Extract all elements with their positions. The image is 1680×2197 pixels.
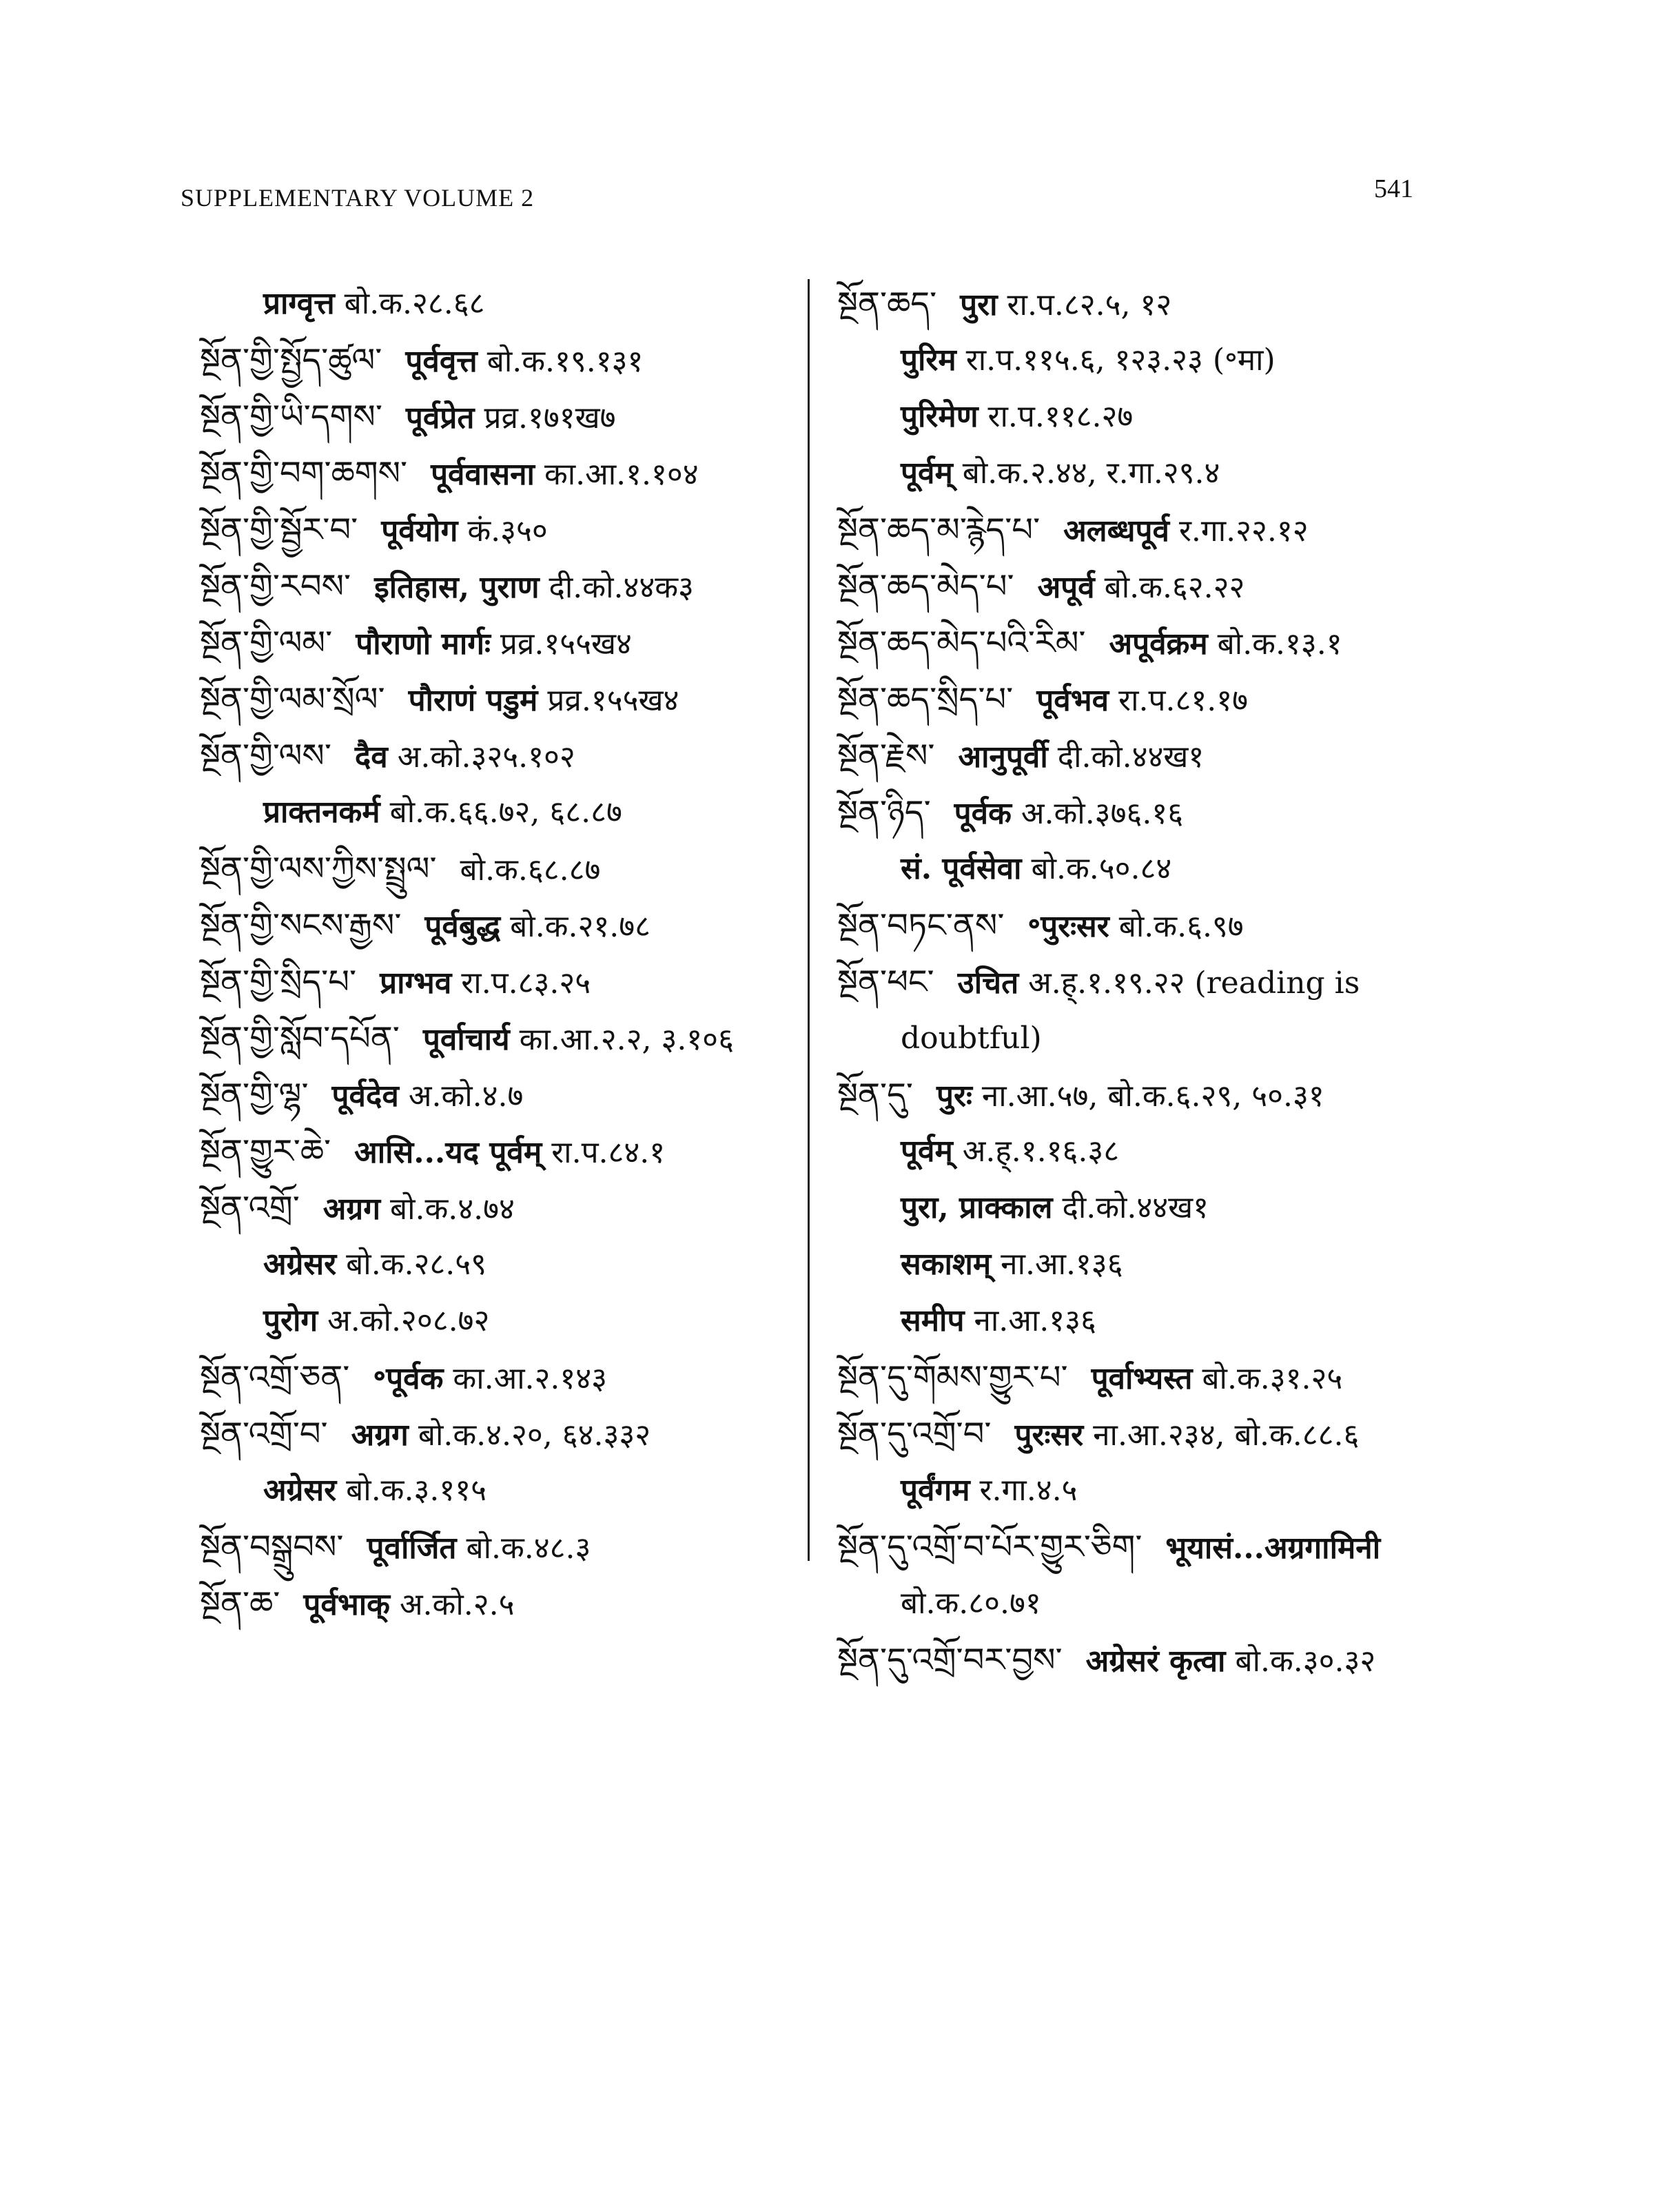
source-reference: दी.को.४४ख१ [1057, 739, 1205, 775]
source-reference: बो.क.६६.७२, ६८.८७ [389, 795, 622, 830]
source-reference: बो.क.४.७४ [390, 1192, 515, 1227]
sanskrit-term: पूर्वभव [1036, 683, 1109, 718]
dictionary-entry [837, 897, 1444, 954]
source-reference: बो.क.६.९७ [1118, 909, 1244, 944]
sanskrit-term: भूयासं...अग्रगामिनी [1165, 1531, 1381, 1566]
sanskrit-term: पुरा, प्राक्काल [901, 1190, 1053, 1225]
tibetan-headword: སྔོན་དུ་འགྲོ་བར་བྱས་ [837, 1641, 1063, 1679]
sanskrit-term: पुरिम [901, 343, 956, 378]
sanskrit-term: सकाशम् [901, 1247, 992, 1282]
sanskrit-term: पूर्ववासना [431, 457, 535, 492]
dictionary-entry [200, 897, 834, 954]
sanskrit-term: सं. पूर्वसेवा [901, 851, 1022, 886]
dictionary-entry [200, 1123, 834, 1180]
source-reference: बो.क.६२.२२ [1104, 570, 1245, 605]
tibetan-headword: སྔོན་གྱི་ལས་ [200, 737, 331, 775]
source-reference: doubtful) [901, 1021, 1042, 1056]
sanskrit-term: इतिहास, पुराण [374, 570, 540, 605]
source-reference: बो.क.८०.७१ [901, 1586, 1041, 1621]
sanskrit-term: अग्रग [322, 1192, 380, 1227]
tibetan-headword: སྔོན་གྱི་ལས་ཀྱིས་སྤྲུལ་ [200, 850, 437, 888]
sanskrit-term: पूर्वंगम [901, 1473, 970, 1508]
page-number: 541 [1374, 174, 1413, 203]
sanskrit-term: पुरा [960, 287, 998, 323]
sanskrit-term: पौराणं पडुमं [408, 683, 538, 718]
dictionary-entry [200, 728, 834, 784]
dictionary-entry [200, 1293, 834, 1349]
tibetan-headword: སྔོན་གྱི་སངས་རྒྱས་ [200, 906, 402, 945]
sanskrit-term: अपूर्वक्रम [1109, 626, 1208, 662]
dictionary-entry [837, 1010, 1444, 1067]
tibetan-headword: སྔོན་གྱི་བག་ཆགས་ [200, 454, 408, 493]
sanskrit-term: दैव [354, 739, 388, 775]
sanskrit-term: अग्रेसर [263, 1247, 337, 1282]
sanskrit-term: आसि...यद पूर्वम् [354, 1135, 542, 1170]
sanskrit-term: अपूर्व [1037, 570, 1095, 605]
source-reference: ना.आ.१३६ [974, 1303, 1096, 1338]
sanskrit-term: अग्रग [351, 1418, 409, 1453]
source-reference: ना.आ.२३४, बो.क.८८.६ [1093, 1418, 1360, 1453]
sanskrit-term: आनुपूर्वी [958, 739, 1048, 775]
dictionary-entry [837, 784, 1444, 841]
source-reference: बो.क.१३.१ [1217, 626, 1342, 662]
sanskrit-term: प्राग्वृत्त [263, 286, 335, 321]
tibetan-headword: སྔོན་ཆ་ [200, 1584, 280, 1623]
right-column [837, 276, 1444, 1688]
dictionary-entry [200, 671, 834, 728]
tibetan-headword: སྔོན་ཆད་སྲིད་པ་ [837, 680, 1014, 719]
source-reference: बो.क.२८.५९ [346, 1247, 486, 1282]
tibetan-headword: སྔོན་བསྒྲུབས་ [200, 1528, 344, 1566]
source-reference: र.गा.२२.१२ [1178, 513, 1309, 549]
tibetan-headword: སྔོན་འགྲོ་ཅན་ [200, 1358, 350, 1397]
dictionary-entry [200, 615, 834, 671]
sanskrit-term: प्राग्भव [380, 965, 452, 1001]
source-reference: रा.प.८२.५, १२ [1007, 287, 1172, 323]
dictionary-entry [837, 445, 1444, 502]
source-reference: अ.ह्.१.१६.३८ [962, 1134, 1120, 1169]
sanskrit-term: पूर्वयोग [381, 513, 458, 549]
source-reference: रा.प.११८.२७ [987, 399, 1134, 434]
dictionary-entry [837, 276, 1444, 332]
tibetan-headword: སྔོན་ཆད་མེད་པའི་རིམ་ [837, 624, 1086, 662]
source-reference: अ.को.४.७ [408, 1079, 524, 1114]
source-reference: प्रव्र.१५५ख४ [547, 683, 679, 718]
tibetan-headword: སྔོན་གྱི་ལམ་ [200, 624, 333, 662]
source-reference: बो.क.२.४४, र.गा.२९.४ [962, 456, 1220, 491]
source-reference: दी.को.४४क३ [549, 570, 694, 605]
source-reference: का.आ.२.२, ३.१०६ [519, 1022, 734, 1057]
dictionary-entry [200, 1519, 834, 1575]
sanskrit-term: पूर्वाचार्य [422, 1022, 510, 1057]
dictionary-entry [200, 1349, 834, 1406]
dictionary-entry [200, 784, 834, 841]
dictionary-entry [837, 389, 1444, 445]
sanskrit-term: पूर्ववृत्त [405, 344, 478, 379]
source-reference: अ.को.२.५ [399, 1587, 515, 1622]
dictionary-entry [837, 1180, 1444, 1236]
tibetan-headword: སྔོན་ཕང་ [837, 963, 934, 1001]
source-reference: बो.क.३१.२५ [1202, 1361, 1343, 1396]
source-reference: ना.आ.५७, बो.क.६.२९, ५०.३१ [981, 1079, 1324, 1114]
source-reference: रा.प.८१.१७ [1118, 683, 1248, 718]
sanskrit-term: पूर्वप्रेत [405, 400, 475, 436]
sanskrit-term: पूर्वभाक् [303, 1587, 390, 1622]
source-reference: बो.क.६८.८७ [460, 852, 601, 888]
dictionary-entry [837, 1349, 1444, 1406]
sanskrit-term: पूर्वबुद्ध [424, 909, 501, 944]
sanskrit-term: पुरः [936, 1079, 972, 1114]
source-reference: रा.प.११५.६, १२३.२३ (॰मा) [965, 343, 1276, 378]
tibetan-headword: སྔོན་དུ་གོམས་གྱུར་པ་ [837, 1358, 1068, 1397]
sanskrit-term: पूर्वदेव [331, 1079, 399, 1114]
source-reference: ना.आ.१३६ [1001, 1247, 1123, 1282]
source-reference: दी.को.४४ख१ [1062, 1190, 1209, 1225]
dictionary-entry [837, 1236, 1444, 1293]
sanskrit-term: अग्रेसर [263, 1473, 337, 1508]
source-reference: बो.क.२८.६८ [344, 286, 485, 321]
dictionary-entry [837, 1462, 1444, 1519]
dictionary-entry [200, 558, 834, 615]
source-reference: बो.क.४८.३ [466, 1531, 591, 1566]
tibetan-headword: སྔོན་ཆད་མ་རྙེད་པ་ [837, 511, 1041, 549]
column-divider [808, 279, 810, 1561]
tibetan-headword: སྔོན་གྱི་སྲིད་པ་ [200, 963, 357, 1001]
dictionary-entry [200, 1180, 834, 1236]
source-reference: बो.क.१९.१३१ [486, 344, 644, 379]
sanskrit-term: पौराणो मार्गः [356, 626, 491, 662]
dictionary-entry [837, 954, 1444, 1010]
tibetan-headword: སྔོན་འགྲོ་བ་ [200, 1415, 328, 1453]
sanskrit-term: पूर्वम् [901, 1134, 953, 1169]
source-reference: बो.क.२१.७८ [510, 909, 651, 944]
sanskrit-term: अग्रेसरं कृत्वा [1085, 1644, 1226, 1679]
dictionary-entry [200, 332, 834, 389]
source-reference: प्रव्र.१५५ख४ [500, 626, 632, 662]
sanskrit-term: ॰पूर्वक [373, 1361, 444, 1396]
sanskrit-term: उचित [957, 965, 1019, 1001]
dictionary-entry [200, 841, 834, 897]
sanskrit-term: पूर्वाभ्यस्त [1091, 1361, 1193, 1396]
source-reference: अ.को.२०८.७२ [327, 1303, 490, 1338]
tibetan-headword: སྔོན་བཏང་ནས་ [837, 906, 1005, 945]
dictionary-entry [837, 615, 1444, 671]
tibetan-headword: སྔོན་གྱི་ལམ་སྲོལ་ [200, 680, 385, 719]
sanskrit-term: समीप [901, 1303, 965, 1338]
source-reference: कं.३५० [467, 513, 548, 549]
tibetan-headword: སྔོན་གྱི་སློབ་དཔོན་ [200, 1019, 400, 1058]
tibetan-headword: སྔོན་གྱུར་ཆེ་ [200, 1132, 331, 1171]
tibetan-headword: སྔོན་རྗེས་ [837, 737, 935, 775]
left-column [200, 276, 834, 1632]
dictionary-entry [837, 1575, 1444, 1632]
dictionary-entry [837, 671, 1444, 728]
dictionary-entry [837, 1067, 1444, 1123]
dictionary-entry [837, 841, 1444, 897]
tibetan-headword: སྔོན་གྱི་ལྷ་ [200, 1076, 309, 1114]
dictionary-entry [200, 1462, 834, 1519]
tibetan-headword: སྔོན་གྱི་སྦྱོར་བ་ [200, 511, 358, 549]
dictionary-entry [200, 1236, 834, 1293]
running-title: SUPPLEMENTARY VOLUME 2 [181, 184, 535, 212]
source-reference: रा.प.८३.२५ [461, 965, 591, 1001]
tibetan-headword: སྔོན་གྱི་སྤྱོད་ཚུལ་ [200, 341, 382, 380]
source-reference: रा.प.८४.१ [551, 1135, 666, 1170]
dictionary-entry [837, 1519, 1444, 1575]
source-reference: बो.क.५०.८४ [1031, 851, 1172, 886]
dictionary-entry [837, 728, 1444, 784]
dictionary-entry [200, 502, 834, 558]
source-reference: र.गा.४.५ [979, 1473, 1078, 1508]
tibetan-headword: སྔོན་གྱི་རབས་ [200, 567, 351, 606]
tibetan-headword: སྔོན་ཉིད་ [837, 793, 931, 832]
dictionary-entry [837, 1406, 1444, 1462]
tibetan-headword: སྔོན་དུ་འགྲོ་བ་ [837, 1415, 992, 1453]
sanskrit-term: अलब्धपूर्व [1063, 513, 1169, 549]
tibetan-headword: སྔོན་དུ་ [837, 1076, 913, 1114]
source-reference: प्रव्र.१७१ख७ [484, 400, 616, 436]
sanskrit-term: पूर्वार्जित [367, 1531, 457, 1566]
dictionary-entry [837, 332, 1444, 389]
dictionary-entry [200, 445, 834, 502]
source-reference: का.आ.१.१०४ [544, 457, 699, 492]
sanskrit-term: पुरःसर [1014, 1418, 1084, 1453]
dictionary-entry [837, 1123, 1444, 1180]
source-reference: अ.ह्.१.१९.२२ (reading is [1028, 965, 1360, 1001]
sanskrit-term: पूर्वम् [901, 456, 953, 491]
dictionary-entry [200, 1575, 834, 1632]
dictionary-entry [200, 1067, 834, 1123]
sanskrit-term: पूर्वक [954, 796, 1012, 831]
dictionary-entry [200, 1406, 834, 1462]
dictionary-entry [837, 1632, 1444, 1688]
sanskrit-term: प्राक्तनकर्म [263, 795, 380, 830]
source-reference: बो.क.४.२०, ६४.३३२ [418, 1418, 651, 1453]
sanskrit-term: पुरिमेण [901, 399, 979, 434]
source-reference: अ.को.३२५.१०२ [397, 739, 575, 775]
tibetan-headword: སྔོན་གྱི་ཡི་དགས་ [200, 398, 382, 436]
source-reference: बो.क.३.११५ [346, 1473, 486, 1508]
dictionary-entry [837, 502, 1444, 558]
tibetan-headword: སྔོན་འགྲོ་ [200, 1189, 300, 1227]
tibetan-headword: སྔོན་དུ་འགྲོ་བ་པོར་གྱུར་ཅིག་ [837, 1528, 1143, 1566]
source-reference: बो.क.३०.३२ [1235, 1644, 1376, 1679]
dictionary-entry [200, 276, 834, 332]
source-reference: का.आ.२.१४३ [453, 1361, 608, 1396]
dictionary-entry [200, 389, 834, 445]
tibetan-headword: སྔོན་ཆད་མེད་པ་ [837, 567, 1014, 606]
source-reference: अ.को.३७६.१६ [1021, 796, 1184, 831]
tibetan-headword: སྔོན་ཆད་ [837, 285, 937, 323]
dictionary-entry [837, 1293, 1444, 1349]
dictionary-entry [200, 954, 834, 1010]
sanskrit-term: पुरोग [263, 1303, 318, 1338]
dictionary-entry [837, 558, 1444, 615]
sanskrit-term: ॰पुरःसर [1027, 909, 1109, 944]
dictionary-entry [200, 1010, 834, 1067]
